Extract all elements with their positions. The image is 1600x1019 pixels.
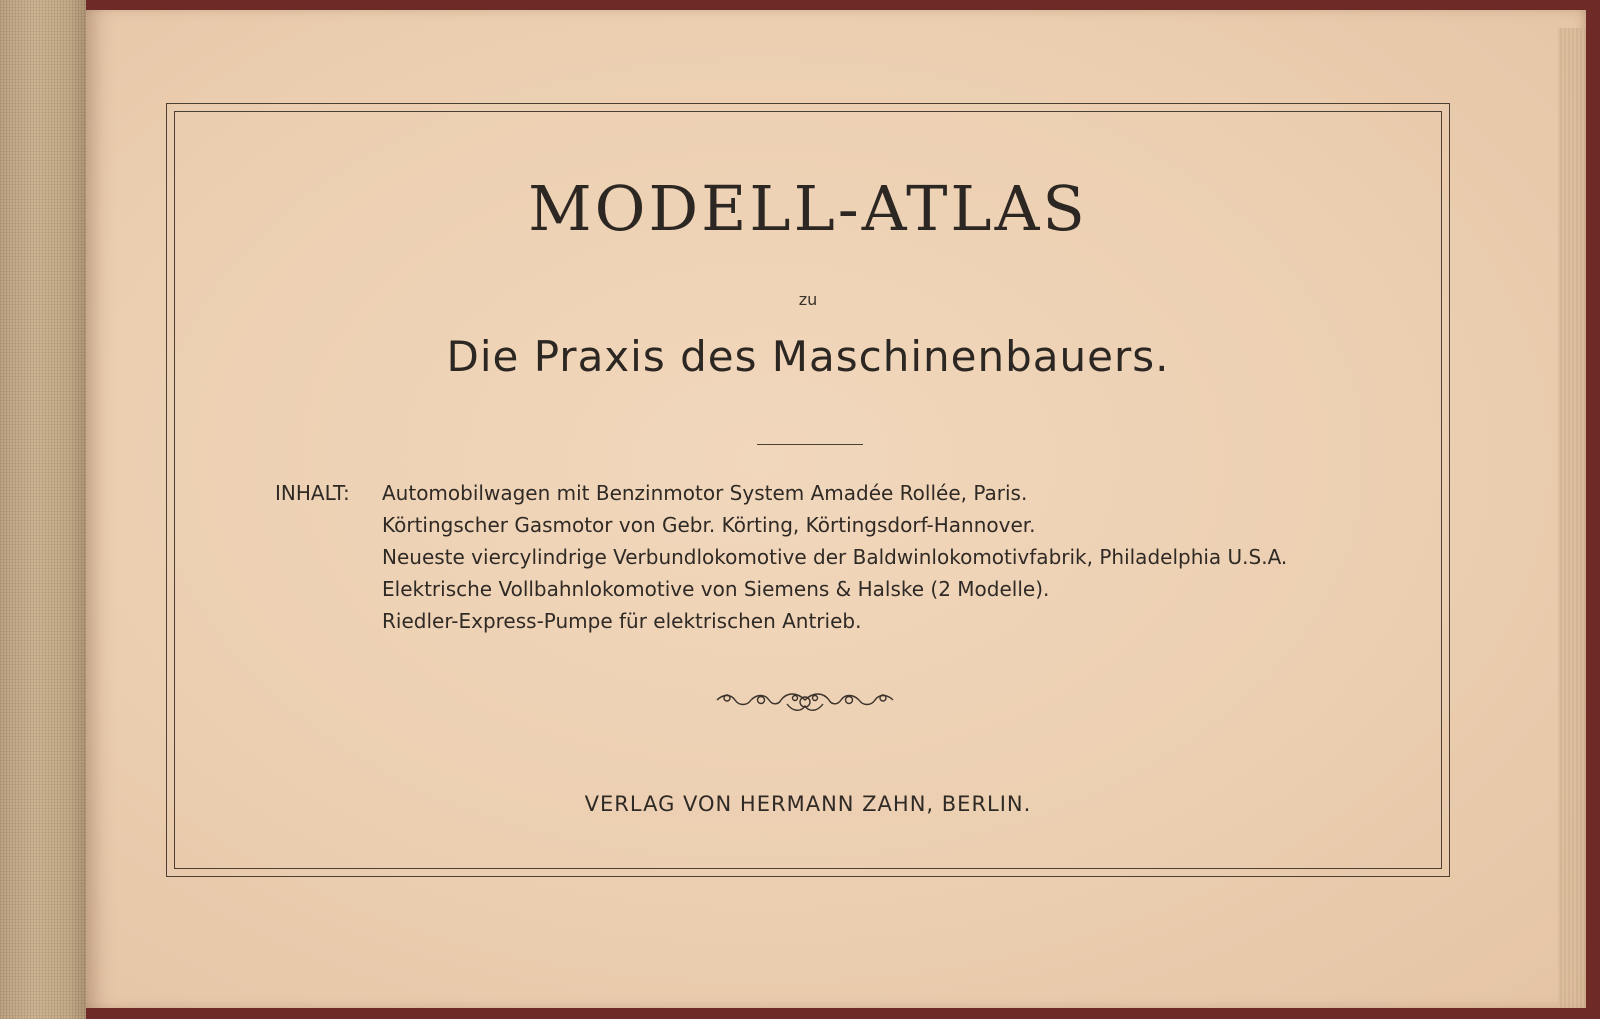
decorative-ornament	[715, 688, 895, 716]
title-page-content	[167, 104, 1449, 876]
contents-item: Körtingscher Gasmotor von Gebr. Körting, Körtingsdorf-Hannover.	[382, 513, 1036, 537]
contents-item: Neueste viercylindrige Verbundlokomotive der Baldwinlokomotivfabrik, Philadelphia U.S.A.	[382, 545, 1288, 569]
page-frame	[166, 103, 1450, 877]
contents-item: Elektrische Vollbahnlokomotive von Siemens & Halske (2 Modelle).	[382, 577, 1050, 601]
book-spine	[0, 0, 86, 1019]
title-page	[86, 10, 1586, 1008]
book-subtitle: Die Praxis des Maschinenbauers.	[446, 332, 1170, 381]
book-title: MODELL-ATLAS	[528, 172, 1088, 245]
contents-label: INHALT:	[275, 481, 350, 505]
page-edge	[1558, 28, 1586, 1008]
publisher-imprint: VERLAG VON HERMANN ZAHN, BERLIN.	[584, 792, 1032, 816]
contents-list	[382, 477, 1392, 637]
title-connector: zu	[798, 290, 818, 309]
contents-item: Riedler-Express-Pumpe für elektrischen Antrieb.	[382, 609, 862, 633]
title-divider	[757, 444, 863, 445]
contents-item: Automobilwagen mit Benzinmotor System Amadée Rollée, Paris.	[382, 481, 1028, 505]
